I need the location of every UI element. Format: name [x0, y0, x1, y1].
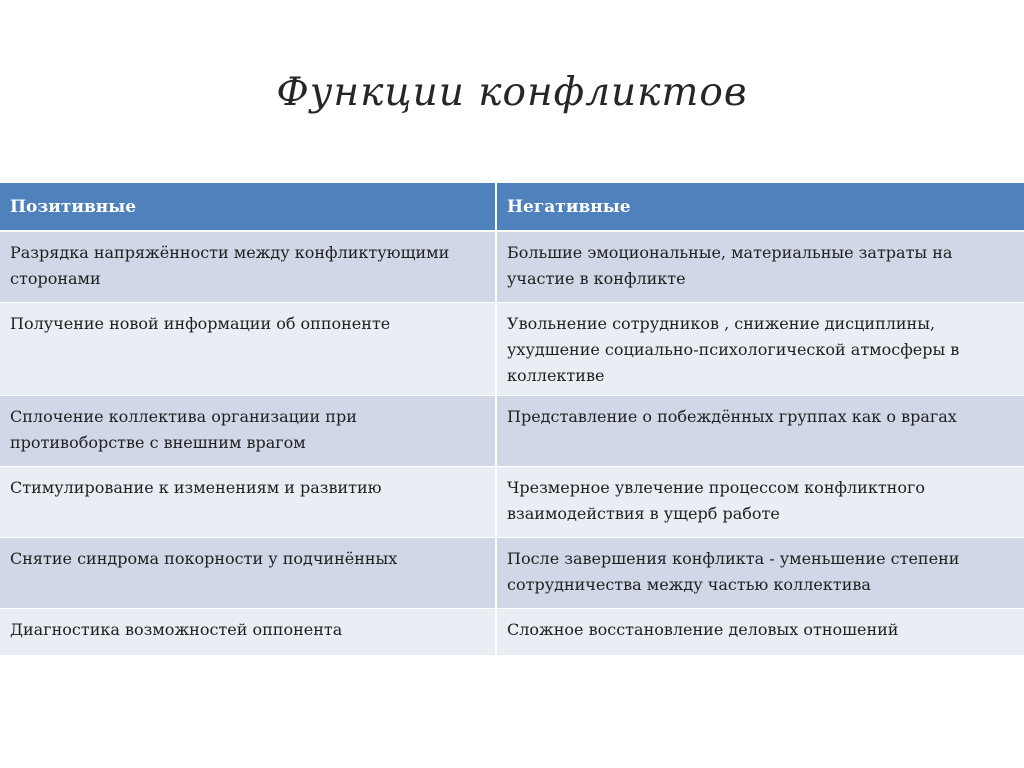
cell-negative: Чрезмерное увлечение процессом конфликтного взаимодействия в ущерб работе [496, 467, 1024, 538]
table-row [0, 303, 1024, 396]
functions-table [0, 183, 1024, 656]
table-row [0, 538, 1024, 609]
cell-positive: Сплочение коллектива организации при противоборстве с внешним врагом [0, 396, 496, 467]
table-header-row [0, 183, 1024, 231]
cell-negative: Представление о побеждённых группах как о врагах [496, 396, 1024, 467]
cell-negative: Большие эмоциональные, материальные затраты на участие в конфликте [496, 231, 1024, 303]
cell-positive: Получение новой информации об оппоненте [0, 303, 496, 396]
table-row [0, 396, 1024, 467]
cell-positive: Разрядка напряжённости между конфликтующими сторонами [0, 231, 496, 303]
table-row [0, 231, 1024, 303]
cell-negative: Сложное восстановление деловых отношений [496, 609, 1024, 656]
slide-title: Функции конфликтов [276, 70, 748, 115]
cell-negative: Увольнение сотрудников , снижение дисциплины, ухудшение социально-психологической атмосферы в коллективе [496, 303, 1024, 396]
header-positive: Позитивные [0, 183, 496, 231]
table-row [0, 467, 1024, 538]
cell-positive: Диагностика возможностей оппонента [0, 609, 496, 656]
header-negative: Негативные [496, 183, 1024, 231]
cell-positive: Снятие синдрома покорности у подчинённых [0, 538, 496, 609]
cell-negative: После завершения конфликта - уменьшение степени сотрудничества между частью коллектива [496, 538, 1024, 609]
table-row [0, 609, 1024, 656]
cell-positive: Стимулирование к изменениям и развитию [0, 467, 496, 538]
